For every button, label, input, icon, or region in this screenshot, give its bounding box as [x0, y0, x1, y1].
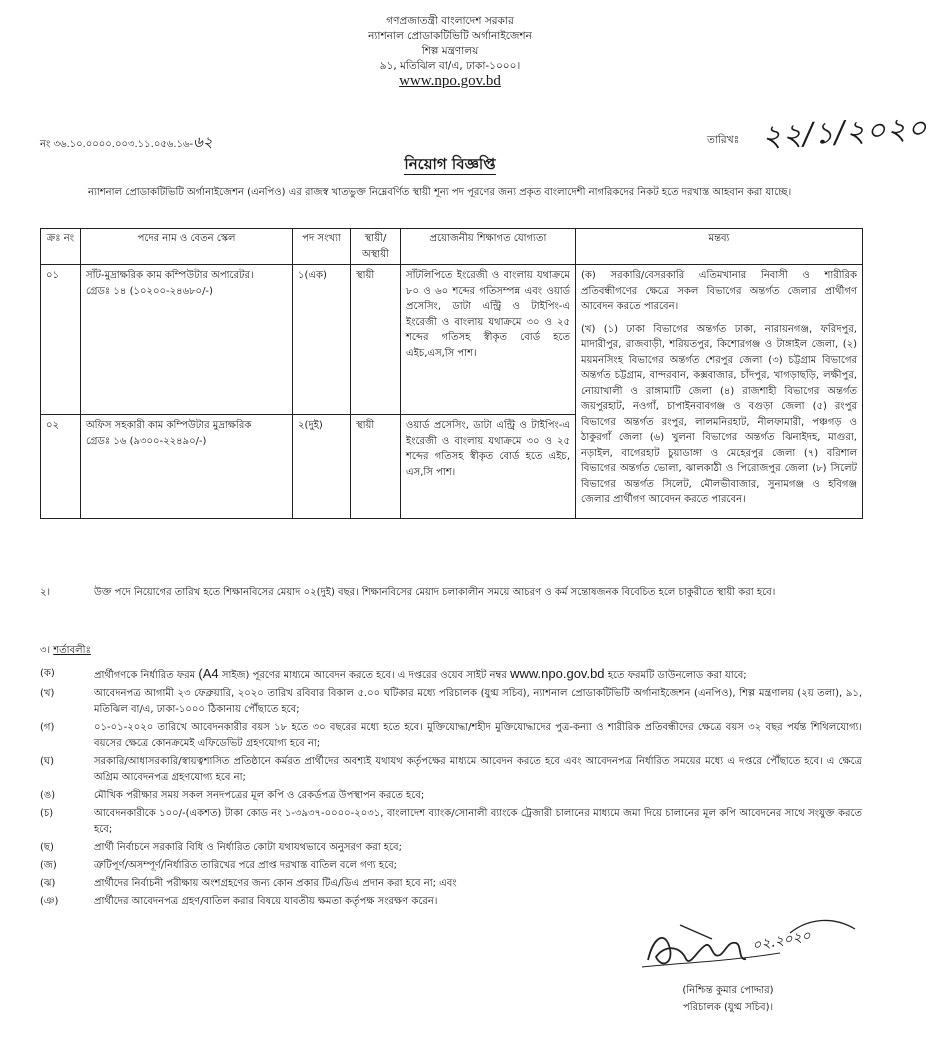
col-type: স্থায়ী/ অস্থায়ী: [351, 229, 401, 265]
signatory-block: [628, 982, 828, 1016]
condition-text: আবেদনকারীকে ১০০/-(একশত) টাকা কোড নং ১-৩৯৩৭-০০০০-২০৩১, বাংলাদেশ ব্যাংক/সোনালী ব্যাংকে ট্রেজারী চালানের মাধ্যমে জমা দিয়ে চালানের মূল কপি আবেদনের সাথে সংযুক্ত করতে হবে;: [94, 808, 862, 835]
ministry-name: শিল্প মন্ত্রণালয়: [421, 45, 479, 57]
list-item: [40, 840, 862, 856]
condition-label: (চ): [40, 808, 54, 819]
condition-text: [94, 666, 862, 684]
remarks-para-2: (খ) (১) ঢাকা বিভাগের অন্তর্গত ঢাকা, নারায়নগঞ্জ, ফরিদপুর, মাদারীপুর, রাজবাড়ী, শরিয়তপুর, কিশোরগঞ্জ ও টাঙ্গাইল জেলা, (২) ময়মনসিংহ বিভাগের অন্তর্গত শেরপুর জেলা (৩) চট্টগ্রাম বিভাগের অন্তর্গত চট্টগ্রাম, বান্দরবান, কক্সবাজার, চাঁদপুর, খাগড়াছড়ি, লক্ষীপুর, নোয়াখালী ও রাঙ্গামাটি জেলা (৪) রাজশাহী বিভাগের অন্তর্গত জয়পুরহাট, নওগাঁ, চাপাইনবাবগঞ্জ ও বগুড়া জেলা (৫) রংপুর বিভাগের অন্তর্গত রংপুর, লালমনিরহাট, নীলফামারী, পঞ্চগড় ও ঠাকুরগাঁ জেলা (৬) খুলনা বিভাগের অন্তর্গত ঝিনাইদহ, মাগুরা, নড়াইল, বাগেরহাট চুয়াডাঙ্গা ও মেহেরপুর জেলা (৭) বরিশাল বিভাগের অন্তর্গত ভোলা, ঝালকাঠী ও পিরোজপুর জেলা (৮) সিলেট বিভাগের অন্তর্গত সিলেট, মৌলভীবাজার, সুনামগঞ্জ ও হবিগঞ্জ জেলার প্রার্থীগণ আবেদন করতে পারবেন।: [581, 323, 857, 505]
clause-number: ২।: [40, 587, 51, 598]
condition-label: (খ): [40, 688, 55, 699]
condition-label: (জ): [40, 860, 57, 871]
list-item: [40, 666, 862, 684]
website-link[interactable]: www.npo.gov.bd: [510, 666, 605, 681]
condition-text: ০১-০১-২০২০ তারিখে আবেদনকারীর বয়স ১৮ হতে ৩০ বছরের মধ্যে হতে হবে। মুক্তিযোদ্ধা/শহীদ মুক্তিযোদ্ধাদের পুত্র-কন্যা ও শারীরিক প্রতিবন্ধীদের ক্ষেত্রে বয়স ৩২ বছর পর্যন্ত শিথিলযোগ্য। বয়সের ক্ষেত্রে কোনক্রমেই এফিডেভিট গ্রহণযোগ্য হবে না;: [94, 722, 862, 749]
row-type: স্থায়ী: [351, 265, 401, 415]
post-name: সাঁট-মুদ্রাক্ষরিক কাম কম্পিউটার অপারেটর।: [86, 270, 254, 281]
condition-label: (ঘ): [40, 756, 54, 767]
col-remarks: মন্তব্য: [576, 229, 863, 265]
form-size: (A4: [198, 666, 219, 681]
list-item: [40, 720, 862, 752]
conditions-title: শর্তাবলীঃ: [53, 645, 91, 656]
post-grade: গ্রেডঃ ১৬ (৯৩০০-২২৪৯০/-): [86, 435, 207, 447]
row-qualification: ওয়ার্ড প্রসেসিং, ডাটা এন্ট্রি ও টাইপিং-এ ইংরেজী ও বাংলায় যথাক্রমে ৩০ ও ২৫ শব্দের গতিসহ স্বীকৃত বোর্ড হতে এইচ, এস,সি পাশ।: [401, 415, 576, 519]
memo-number-text: নং ৩৬.১০.০০০০.০০৩.১১.০৫৬.১৬-: [40, 139, 194, 150]
row-count: ১(এক): [293, 265, 351, 415]
table-header-row: [41, 229, 863, 265]
row-post: [81, 265, 293, 415]
condition-text-part: সাইজ) পূরণের মাধ্যমে আবেদন করতে হবে। এ দপ্তরের ওয়েব সাইট নম্বর: [221, 670, 507, 681]
vacancy-table: [40, 228, 863, 519]
list-item: [40, 858, 862, 874]
signatory-designation: পরিচালক (যুগ্ম সচিব)।: [682, 1002, 774, 1013]
condition-label: (ঞ): [40, 896, 59, 907]
memo-handwritten-suffix: ৬২: [193, 133, 213, 151]
list-item: [40, 788, 862, 804]
row-serial: ০২: [41, 415, 81, 519]
conditions-heading: [40, 643, 91, 660]
row-qualification: সাঁটলিপিতে ইংরেজী ও বাংলায় যথাক্রমে ৮০ ও ৬০ শব্দের গতিসম্পন্ন এবং ওয়ার্ড প্রসেসিং, ডাটা এন্ট্রি ও টাইপিং-এ ইংরেজী ও বাংলায় যথাক্রমে ৩০ ও ২৫ শব্দের গতিসহ স্বীকৃত বোর্ড হতে এইচ,এস,সি পাশ।: [401, 265, 576, 415]
signature-scribble-icon: [620, 905, 870, 985]
condition-text: প্রার্থীদের আবেদনপত্র গ্রহণ/বাতিল করার বিষয়ে যাবতীয় ক্ষমতা কর্তৃপক্ষ সংরক্ষণ করেন।: [94, 896, 438, 907]
list-item: [40, 686, 862, 718]
row-count: ২(দুই): [293, 415, 351, 519]
signatory-name: (নিশ্চিন্ত কুমার পোদ্দার): [682, 985, 774, 996]
post-name: অফিস সহকারী কাম কম্পিউটার মুদ্রাক্ষরিক: [86, 420, 252, 431]
condition-text: প্রার্থী নির্বাচনে সরকারি বিধি ও নির্ধারিত কোটা যথাযথভাবে অনুসরণ করা হবে;: [94, 842, 402, 853]
remarks-cell: [576, 265, 863, 519]
probation-clause: [40, 585, 862, 601]
condition-text: আবেদনপত্র আগামী ২৩ ফেব্রুয়ারি, ২০২০ তারিখ রবিবার বিকাল ৫.০০ ঘটিকার মধ্যে পরিচালক (যুগ্ম সচিব), ন্যাশনাল প্রোডাকটিভিটি অর্গানাইজেশন (এনপিও), শিল্প মন্ত্রণালয় (২য় তলা), ৯১, মতিঝিল বা/এ, ঢাকা-১০০০ ঠিকানায় পৌঁছাতে হবে;: [94, 688, 862, 715]
header-block: [0, 14, 900, 89]
col-post: পদের নাম ও বেতন স্কেল: [81, 229, 293, 265]
org-address: ৯১, মতিঝিল বা/এ, ঢাকা-১০০০।: [379, 60, 521, 72]
page-title: [0, 153, 900, 178]
date-handwritten: ২২/১/২০২০: [761, 110, 929, 155]
condition-text-part: হতে ফরমটি ডাউনলোড করা যাবে;: [607, 670, 747, 681]
condition-label: (ঝ): [40, 878, 56, 889]
post-grade: গ্রেডঃ ১৪ (১০২০০-২৪৬৮০/-): [86, 285, 213, 297]
org-name: ন্যাশনাল প্রোডাকটিভিটি অর্গানাইজেশন: [368, 30, 532, 42]
condition-text: ত্রুটিপূর্ণ/অসম্পূর্ণ/নির্ধারিত তারিখের পরে প্রাপ্ত দরখাস্ত বাতিল বলে গণ্য হবে;: [94, 860, 398, 871]
col-serial: ক্রঃ নং: [41, 229, 81, 265]
signature-date: ০২.২০২০: [751, 927, 813, 955]
condition-text: সরকারি/আধাসরকারি/স্বায়ত্বশাসিত প্রতিষ্ঠানে কর্মরত প্রার্থীদের অবশ্যই যথাযথ কর্তৃপক্ষের মাধ্যমে আবেদন করতে হবে এবং আবেদনপত্র নির্ধারিত সময়ের মধ্যে এ দপ্তরে পৌঁছাতে হবে। এ ক্ষেত্রে অগ্রিম আবেদনপত্র গ্রহণযোগ্য হবে না;: [94, 756, 862, 783]
clause-text: উক্ত পদে নিয়োগের তারিখ হতে শিক্ষানবিসের মেয়াদ ০২(দুই) বছর। শিক্ষানবিসের মেয়াদ চলাকালীন সময়ে আচরণ ও কর্ম সন্তোষজনক বিবেচিত হলে চাকুরীতে স্থায়ী করা হবে।: [94, 587, 776, 598]
row-type: স্থায়ী: [351, 415, 401, 519]
condition-label: (ছ): [40, 842, 54, 853]
conditions-list: [40, 666, 862, 912]
row-serial: ০১: [41, 265, 81, 415]
website-link[interactable]: www.npo.gov.bd: [399, 73, 501, 89]
conditions-number: ৩।: [40, 645, 51, 656]
page-title-text: নিয়োগ বিজ্ঞপ্তি: [404, 155, 496, 173]
intro-paragraph: ন্যাশনাল প্রোডাকটিভিটি অর্গানাইজেশন (এনপিও) এর রাজস্ব খাতভুক্ত নিম্নেবর্ণিত স্থায়ী শূন্য পদ পূরণের জন্য প্রকৃত বাংলাদেশী নাগরিকদের নিকট হতে দরখাস্ত আহবান করা যাচ্ছে।: [88, 187, 792, 198]
condition-label: (ক): [40, 668, 55, 679]
condition-text: প্রার্থীদের নির্বাচনী পরীক্ষায় অংশগ্রহণের জন্য কোন প্রকার টিএ/ডিএ প্রদান করা হবে না; এবং: [94, 878, 457, 889]
condition-text-part: প্রার্থীগণকে নির্ধারিত ফরম: [94, 670, 196, 681]
signature: [620, 905, 870, 989]
table-row: [41, 265, 863, 415]
col-qualification: প্রয়োজনীয় শিক্ষাগত যোগ্যতা: [401, 229, 576, 265]
condition-label: (গ): [40, 722, 55, 733]
date-label: তারিখঃ: [707, 134, 740, 146]
remarks-para-1: (ক) সরকারি/বেসরকারি এতিমখানার নিবাসী ও শারীরিক প্রতিবন্ধীগণের ক্ষেত্রে সকল বিভাগের অন্তর্গত জেলার প্রার্থীগণ আবেদন করতে পারবেন।: [581, 270, 857, 312]
list-item: [40, 876, 862, 892]
condition-text: মৌখিক পরীক্ষার সময় সকল সনদপত্রের মূল কপি ও রেকর্ডপত্র উপস্থাপন করতে হবে;: [94, 790, 425, 801]
row-post: [81, 415, 293, 519]
col-count: পদ সংখ্যা: [293, 229, 351, 265]
list-item: [40, 806, 862, 838]
condition-label: (ঙ): [40, 790, 56, 801]
govt-name: গণপ্রজাতন্ত্রী বাংলাদেশ সরকার: [386, 15, 514, 27]
list-item: [40, 754, 862, 786]
